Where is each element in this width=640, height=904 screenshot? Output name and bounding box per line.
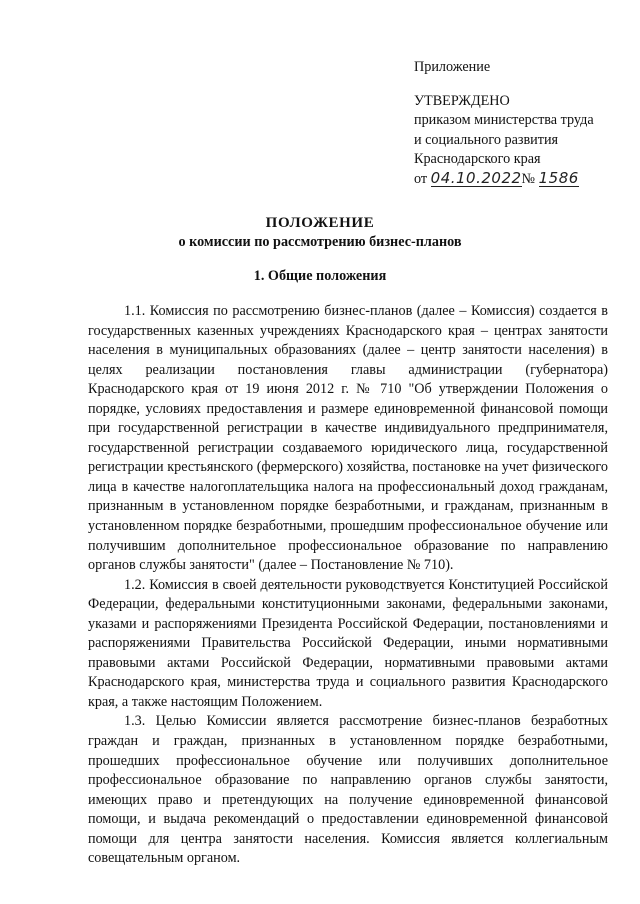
handwritten-date: 04.10.2022 bbox=[430, 168, 522, 187]
document-title: ПОЛОЖЕНИЕ bbox=[265, 215, 375, 231]
approval-block bbox=[414, 58, 624, 189]
section-heading: 1. Общие положения bbox=[253, 268, 387, 284]
spacer bbox=[414, 78, 624, 92]
order-line-1: приказом министерства труда bbox=[414, 112, 594, 128]
document-subtitle: о комиссии по рассмотрению бизнес-планов bbox=[178, 234, 462, 250]
from-label: от bbox=[414, 170, 428, 187]
paragraph-1-2: 1.2. Комиссия в своей деятельности руководствуется Конституцией Российской Федерации, федеральными конституционными законами, федеральными законами, указами и распоряжениями Президента Российской Федерации, постановлениями и распоряжениями Правительства Российской Федерации, иными нормативными правовыми актами Российской Федерации, нормативными правовыми актами Краснодарского края, министерства труда и социального развития Краснодарского края, а также настоящим Положением. bbox=[88, 576, 608, 710]
order-date-number-line bbox=[414, 170, 624, 190]
order-line-3: Краснодарского края bbox=[414, 151, 541, 167]
document-body bbox=[88, 302, 608, 869]
approved-label: УТВЕРЖДЕНО bbox=[414, 92, 510, 109]
appendix-label: Приложение bbox=[414, 59, 491, 75]
handwritten-number: 1586 bbox=[538, 168, 579, 187]
order-line-2: и социального развития bbox=[414, 131, 559, 148]
paragraph-1-1: 1.1. Комиссия по рассмотрению бизнес-планов (далее – Комиссия) создается в государственных казенных учреждениях Краснодарского края – центрах занятости населения в муниципальных образованиях (далее – центр занятости населения) в целях реализации постановления главы администрации (губернатора) Краснодарского края от 19 июня 2012 г. № 710 "Об утверждении Положения о порядке, условиях предоставления и размере единовременной финансовой помощи при государственной регистрации в качестве индивидуального предпринимателя, государственной регистрации создаваемого юридического лица, государственной регистрации крестьянского (фермерского) хозяйства, постановке на учет физического лица в качестве налогоплательщика налога на профессиональный доход гражданам, признанным в установленном порядке безработными, и гражданам, признанным в установленном порядке безработными, прошедшим профессиональное обучение или получившим дополнительное профессиональное образование по направлению органов службы занятости" (далее – Постановление № 710). bbox=[88, 303, 608, 574]
paragraph-1-3: 1.3. Целью Комиссии является рассмотрение бизнес-планов безработных граждан и граждан, признанных в установленном порядке безработными, прошедших профессиональное обучение или получивших дополнительное профессиональное образование по направлению органов службы занятости, имеющих право и претендующих на получение единовременной финансовой помощи, и выдача рекомендаций о предоставлении единовременной финансовой помощи для центра занятости населения. Комиссия является коллегиальным совещательным органом. bbox=[88, 713, 608, 867]
number-label: № bbox=[521, 170, 536, 187]
